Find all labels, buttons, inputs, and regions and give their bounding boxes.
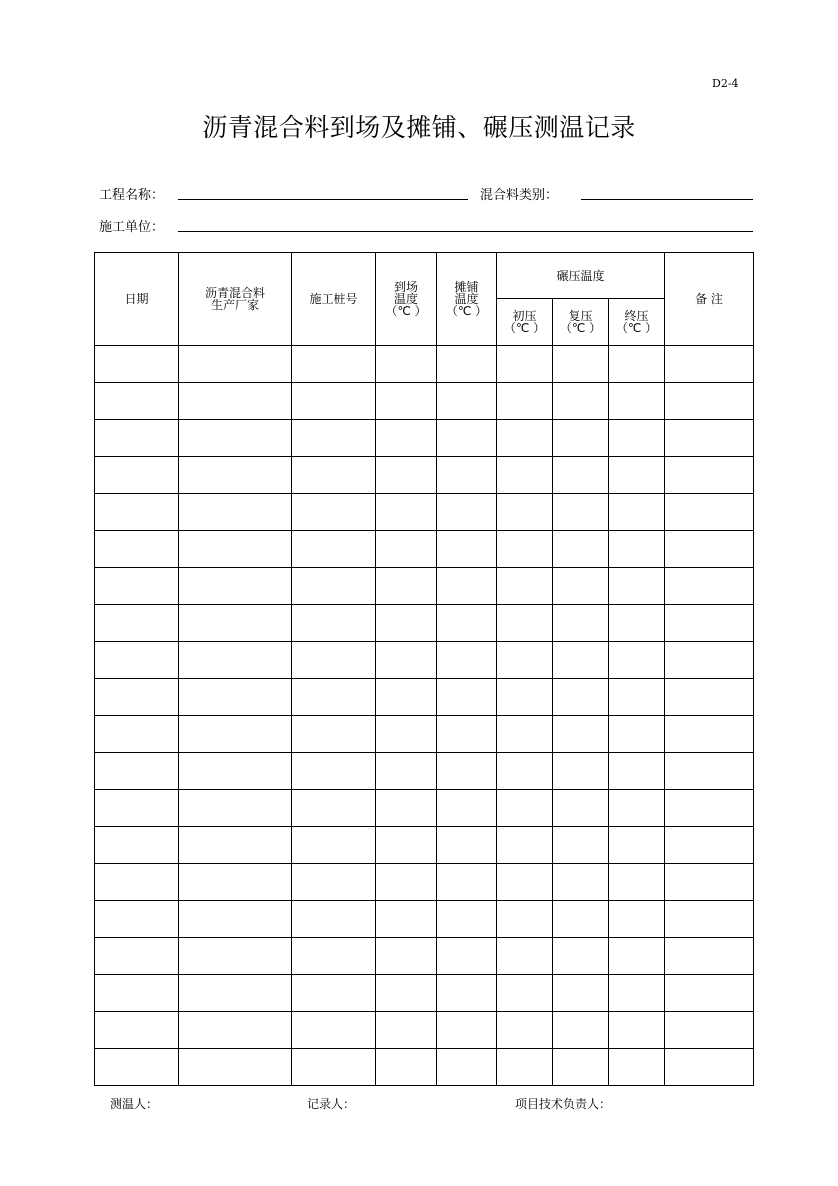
- construction-unit-field[interactable]: [178, 231, 753, 232]
- table-cell[interactable]: [665, 1012, 754, 1049]
- table-cell[interactable]: [497, 531, 553, 568]
- table-cell[interactable]: [376, 568, 437, 605]
- table-cell[interactable]: [665, 642, 754, 679]
- table-cell[interactable]: [179, 790, 292, 827]
- table-cell[interactable]: [376, 346, 437, 383]
- table-cell[interactable]: [95, 457, 179, 494]
- header-arrival-unit: （℃ ）: [385, 304, 427, 318]
- header-initial-rolling: [497, 299, 553, 346]
- table-cell[interactable]: [553, 679, 609, 716]
- table-cell[interactable]: [665, 864, 754, 901]
- table-cell[interactable]: [95, 716, 179, 753]
- table-cell[interactable]: [179, 975, 292, 1012]
- header-final-label: 终压: [624, 309, 649, 323]
- table-cell[interactable]: [95, 420, 179, 457]
- table-cell[interactable]: [497, 938, 553, 975]
- table-cell[interactable]: [665, 605, 754, 642]
- table-cell[interactable]: [609, 383, 665, 420]
- table-cell[interactable]: [437, 1049, 497, 1086]
- table-cell[interactable]: [665, 531, 754, 568]
- table-cell[interactable]: [179, 938, 292, 975]
- table-cell[interactable]: [95, 605, 179, 642]
- table-cell[interactable]: [665, 383, 754, 420]
- table-cell[interactable]: [179, 494, 292, 531]
- header-station: 施工桩号: [292, 253, 376, 346]
- table-cell[interactable]: [497, 494, 553, 531]
- table-cell[interactable]: [437, 901, 497, 938]
- table-cell[interactable]: [292, 975, 376, 1012]
- table-cell[interactable]: [609, 753, 665, 790]
- table-cell[interactable]: [665, 716, 754, 753]
- table-cell[interactable]: [609, 938, 665, 975]
- table-cell[interactable]: [497, 790, 553, 827]
- table-cell[interactable]: [376, 1012, 437, 1049]
- table-cell[interactable]: [553, 716, 609, 753]
- table-cell[interactable]: [609, 346, 665, 383]
- table-cell[interactable]: [95, 383, 179, 420]
- header-remarks: 备 注: [665, 253, 754, 346]
- form-code: D2-4: [712, 77, 739, 90]
- table-cell[interactable]: [376, 642, 437, 679]
- table-cell[interactable]: [553, 790, 609, 827]
- table-cell[interactable]: [376, 790, 437, 827]
- table-cell[interactable]: [292, 457, 376, 494]
- table-cell[interactable]: [609, 901, 665, 938]
- table-cell[interactable]: [609, 605, 665, 642]
- table-row: [95, 790, 754, 827]
- table-row: [95, 1049, 754, 1086]
- table-row: [95, 457, 754, 494]
- table-cell[interactable]: [553, 938, 609, 975]
- table-cell[interactable]: [553, 864, 609, 901]
- header-final-rolling: [609, 299, 665, 346]
- table-cell[interactable]: [437, 605, 497, 642]
- table-cell[interactable]: [95, 568, 179, 605]
- table-cell[interactable]: [179, 1012, 292, 1049]
- table-row: [95, 605, 754, 642]
- table-cell[interactable]: [95, 1012, 179, 1049]
- table-cell[interactable]: [95, 790, 179, 827]
- header-initial-label: 初压: [512, 309, 537, 323]
- table-cell[interactable]: [497, 346, 553, 383]
- table-cell[interactable]: [497, 901, 553, 938]
- table-cell[interactable]: [665, 346, 754, 383]
- table-cell[interactable]: [665, 679, 754, 716]
- table-cell[interactable]: [292, 1049, 376, 1086]
- table-cell[interactable]: [179, 531, 292, 568]
- table-cell[interactable]: [497, 975, 553, 1012]
- table-cell[interactable]: [292, 716, 376, 753]
- mix-type-label: 混合料类别：: [480, 188, 559, 203]
- table-cell[interactable]: [437, 457, 497, 494]
- table-cell[interactable]: [437, 494, 497, 531]
- table-cell[interactable]: [292, 494, 376, 531]
- table-cell[interactable]: [553, 1012, 609, 1049]
- table-cell[interactable]: [376, 605, 437, 642]
- table-cell[interactable]: [665, 975, 754, 1012]
- table-row: [95, 420, 754, 457]
- table-cell[interactable]: [376, 827, 437, 864]
- header-manufacturer-line2: 生产厂家: [210, 298, 259, 312]
- table-cell[interactable]: [376, 753, 437, 790]
- table-cell[interactable]: [497, 1012, 553, 1049]
- table-cell[interactable]: [437, 975, 497, 1012]
- table-cell[interactable]: [553, 420, 609, 457]
- table-cell[interactable]: [497, 753, 553, 790]
- table-cell[interactable]: [553, 494, 609, 531]
- header-final-unit: （℃ ）: [615, 321, 658, 335]
- table-cell[interactable]: [437, 827, 497, 864]
- table-cell[interactable]: [179, 827, 292, 864]
- table-cell[interactable]: [292, 383, 376, 420]
- table-cell[interactable]: [292, 790, 376, 827]
- table-cell[interactable]: [553, 346, 609, 383]
- table-cell[interactable]: [376, 864, 437, 901]
- table-row: [95, 901, 754, 938]
- table-cell[interactable]: [95, 1049, 179, 1086]
- table-cell[interactable]: [95, 494, 179, 531]
- page-title: 沥青混合料到场及摊铺、碾压测温记录: [202, 113, 636, 142]
- table-row: [95, 938, 754, 975]
- table-cell[interactable]: [609, 975, 665, 1012]
- table-row: [95, 975, 754, 1012]
- table-row: [95, 753, 754, 790]
- table-cell[interactable]: [497, 642, 553, 679]
- table-cell[interactable]: [437, 1012, 497, 1049]
- table-cell[interactable]: [609, 790, 665, 827]
- header-arrival-line1: 到场: [393, 280, 418, 294]
- table-cell[interactable]: [497, 1049, 553, 1086]
- table-cell[interactable]: [609, 679, 665, 716]
- header-rolling-temp: 碾压温度: [497, 253, 665, 299]
- table-row: [95, 383, 754, 420]
- table-cell[interactable]: [95, 901, 179, 938]
- table-cell[interactable]: [437, 568, 497, 605]
- table-cell[interactable]: [609, 864, 665, 901]
- table-cell[interactable]: [292, 420, 376, 457]
- table-cell[interactable]: [609, 1012, 665, 1049]
- table-cell[interactable]: [292, 753, 376, 790]
- table-cell[interactable]: [497, 827, 553, 864]
- table-cell[interactable]: [609, 494, 665, 531]
- header-date: 日期: [95, 253, 179, 346]
- table-cell[interactable]: [609, 1049, 665, 1086]
- table-cell[interactable]: [665, 938, 754, 975]
- temperature-log-table: [94, 252, 754, 1086]
- table-cell[interactable]: [179, 346, 292, 383]
- table-cell[interactable]: [179, 568, 292, 605]
- table-row: [95, 827, 754, 864]
- table-cell[interactable]: [497, 605, 553, 642]
- table-row: [95, 1012, 754, 1049]
- table-body: [95, 346, 754, 1086]
- table-cell[interactable]: [292, 531, 376, 568]
- table-cell[interactable]: [95, 531, 179, 568]
- table-cell[interactable]: [292, 901, 376, 938]
- table-cell[interactable]: [376, 420, 437, 457]
- table-cell[interactable]: [179, 1049, 292, 1086]
- table-row: [95, 864, 754, 901]
- table-cell[interactable]: [376, 716, 437, 753]
- table-cell[interactable]: [437, 642, 497, 679]
- table-cell[interactable]: [179, 605, 292, 642]
- table-cell[interactable]: [497, 568, 553, 605]
- construction-unit-label: 施工单位：: [99, 220, 165, 235]
- header-paving-unit: （℃ ）: [445, 304, 488, 318]
- table-cell[interactable]: [553, 568, 609, 605]
- table-cell[interactable]: [609, 531, 665, 568]
- table-cell[interactable]: [609, 642, 665, 679]
- table-cell[interactable]: [437, 753, 497, 790]
- table-cell[interactable]: [437, 716, 497, 753]
- table-cell[interactable]: [665, 753, 754, 790]
- table-cell[interactable]: [553, 457, 609, 494]
- table-cell[interactable]: [609, 420, 665, 457]
- table-cell[interactable]: [497, 679, 553, 716]
- header-repeat-rolling: [553, 299, 609, 346]
- table-cell[interactable]: [437, 420, 497, 457]
- table-row: [95, 531, 754, 568]
- table-cell[interactable]: [497, 457, 553, 494]
- table-cell[interactable]: [376, 975, 437, 1012]
- table-cell[interactable]: [553, 605, 609, 642]
- table-cell[interactable]: [292, 346, 376, 383]
- table-cell[interactable]: [665, 1049, 754, 1086]
- header-arrival-temp: [376, 253, 437, 346]
- table-cell[interactable]: [665, 420, 754, 457]
- table-cell[interactable]: [95, 938, 179, 975]
- table-cell[interactable]: [292, 679, 376, 716]
- table-cell[interactable]: [292, 827, 376, 864]
- table-row: [95, 568, 754, 605]
- table-cell[interactable]: [376, 457, 437, 494]
- table-cell[interactable]: [95, 679, 179, 716]
- table-row: [95, 716, 754, 753]
- table-cell[interactable]: [292, 605, 376, 642]
- table-cell[interactable]: [292, 864, 376, 901]
- header-arrival-line2: 温度: [393, 292, 418, 306]
- table-cell[interactable]: [376, 531, 437, 568]
- header-manufacturer-line1: 沥青混合料: [204, 286, 265, 300]
- table-cell[interactable]: [609, 827, 665, 864]
- table-cell[interactable]: [95, 975, 179, 1012]
- table-cell[interactable]: [665, 827, 754, 864]
- table-cell[interactable]: [179, 457, 292, 494]
- table-cell[interactable]: [376, 1049, 437, 1086]
- table-cell[interactable]: [665, 901, 754, 938]
- project-name-field[interactable]: [178, 199, 468, 200]
- table-cell[interactable]: [437, 346, 497, 383]
- recorder-signature: 记录人：: [307, 1097, 356, 1111]
- table-cell[interactable]: [292, 1012, 376, 1049]
- header-paving-line1: 摊铺: [454, 280, 479, 294]
- table-cell[interactable]: [95, 642, 179, 679]
- measurer-signature: 测温人：: [110, 1097, 159, 1111]
- table-row: [95, 642, 754, 679]
- table-cell[interactable]: [179, 716, 292, 753]
- table-cell[interactable]: [292, 642, 376, 679]
- table-cell[interactable]: [292, 568, 376, 605]
- table-cell[interactable]: [437, 790, 497, 827]
- header-paving-line2: 温度: [454, 292, 479, 306]
- header-initial-unit: （℃ ）: [503, 321, 546, 335]
- table-cell[interactable]: [553, 975, 609, 1012]
- table-cell[interactable]: [179, 420, 292, 457]
- table-cell[interactable]: [179, 864, 292, 901]
- table-cell[interactable]: [665, 457, 754, 494]
- table-row: [95, 679, 754, 716]
- tech-lead-signature: 项目技术负责人：: [515, 1097, 612, 1111]
- table-cell[interactable]: [437, 938, 497, 975]
- table-cell[interactable]: [437, 679, 497, 716]
- table-cell[interactable]: [609, 568, 665, 605]
- table-cell[interactable]: [437, 383, 497, 420]
- table-row: [95, 494, 754, 531]
- table-cell[interactable]: [553, 642, 609, 679]
- table-cell[interactable]: [179, 753, 292, 790]
- table-cell[interactable]: [376, 494, 437, 531]
- header-repeat-unit: （℃ ）: [559, 321, 602, 335]
- table-cell[interactable]: [553, 827, 609, 864]
- header-repeat-label: 复压: [568, 309, 593, 323]
- table-row: [95, 346, 754, 383]
- header-manufacturer: [179, 253, 292, 346]
- table-cell[interactable]: [376, 383, 437, 420]
- table-cell[interactable]: [95, 753, 179, 790]
- table-cell[interactable]: [553, 383, 609, 420]
- table-cell[interactable]: [609, 457, 665, 494]
- table-cell[interactable]: [609, 716, 665, 753]
- table-cell[interactable]: [497, 864, 553, 901]
- table-cell[interactable]: [553, 531, 609, 568]
- table-cell[interactable]: [437, 864, 497, 901]
- mix-type-field[interactable]: [581, 199, 753, 200]
- table-cell[interactable]: [497, 716, 553, 753]
- header-paving-temp: [437, 253, 497, 346]
- table-cell[interactable]: [497, 420, 553, 457]
- table-cell[interactable]: [95, 827, 179, 864]
- table-cell[interactable]: [95, 864, 179, 901]
- table-cell[interactable]: [179, 901, 292, 938]
- table-cell[interactable]: [437, 531, 497, 568]
- table-cell[interactable]: [553, 753, 609, 790]
- table-cell[interactable]: [292, 938, 376, 975]
- table-cell[interactable]: [497, 383, 553, 420]
- table-cell[interactable]: [179, 679, 292, 716]
- project-name-label: 工程名称：: [99, 188, 165, 203]
- table-cell[interactable]: [179, 642, 292, 679]
- table-cell[interactable]: [665, 568, 754, 605]
- table-cell[interactable]: [553, 1049, 609, 1086]
- table-cell[interactable]: [553, 901, 609, 938]
- table-cell[interactable]: [95, 346, 179, 383]
- table-cell[interactable]: [179, 383, 292, 420]
- table-cell[interactable]: [665, 494, 754, 531]
- table-cell[interactable]: [376, 901, 437, 938]
- table-cell[interactable]: [665, 790, 754, 827]
- table-cell[interactable]: [376, 938, 437, 975]
- table-cell[interactable]: [376, 679, 437, 716]
